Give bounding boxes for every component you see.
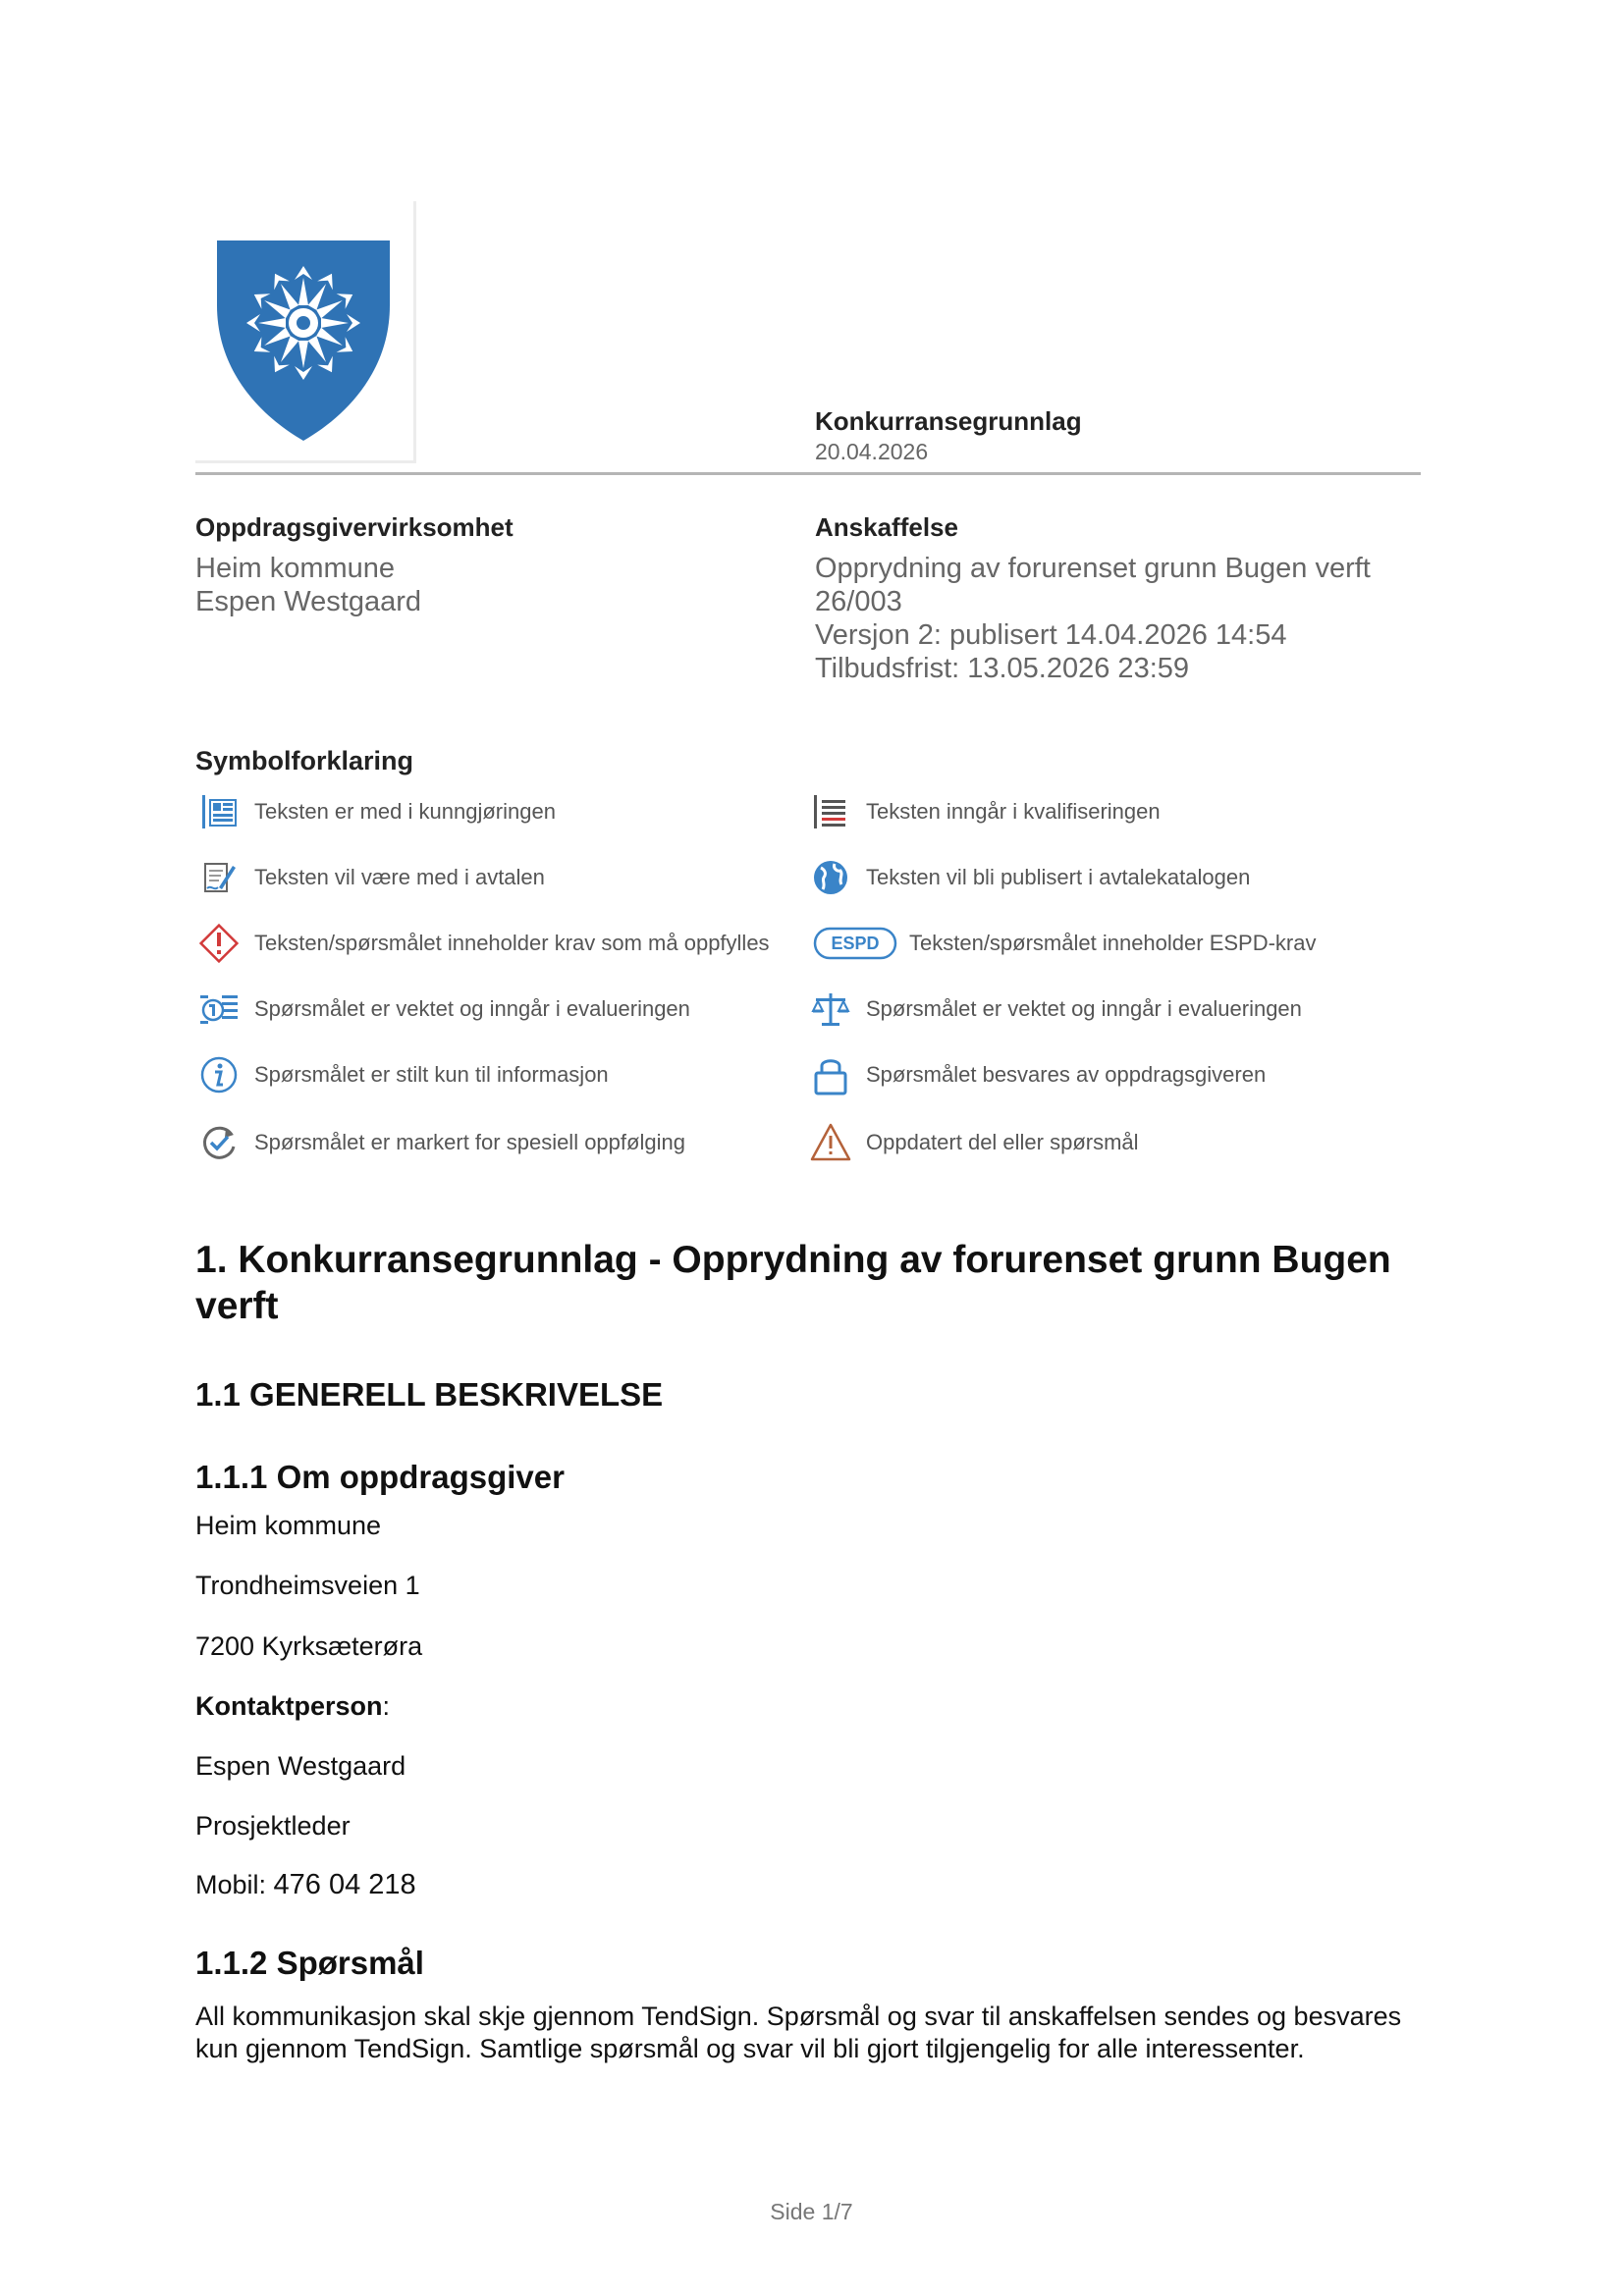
legend-item-text: Teksten/spørsmålet inneholder krav som må oppfylles <box>254 931 770 955</box>
legend-item <box>195 986 690 1033</box>
procurement-version: Versjon 2: publisert 14.04.2026 14:54 <box>815 619 1287 651</box>
legend-item <box>807 788 1161 835</box>
espd-icon <box>813 920 897 967</box>
legend-item-text: Spørsmålet er vektet og inngår i evalueringen <box>866 996 1302 1021</box>
header-divider <box>195 472 1421 475</box>
legend-item-text: Teksten/spørsmålet inneholder ESPD-krav <box>909 931 1317 955</box>
procurement-heading: Anskaffelse <box>815 512 958 542</box>
contact-role-line: Prosjektleder <box>195 1811 351 1841</box>
weighted-list-icon <box>195 986 243 1033</box>
page-number: Side 1/7 <box>770 2199 853 2224</box>
legend-title: Symbolforklaring <box>195 746 414 775</box>
legend-item-text: Spørsmålet besvares av oppdragsgiveren <box>866 1062 1267 1087</box>
client-heading: Oppdragsgivervirksomhet <box>195 512 514 542</box>
procurement-title: Opprydning av forurenset grunn Bugen verft <box>815 553 1371 584</box>
document-type: Konkurransegrunnlag <box>815 406 1082 436</box>
info-icon <box>195 1051 243 1098</box>
questions-paragraph: All kommunikasjon skal skje gjennom TendSign. Spørsmål og svar til anskaffelsen sendes og besvares kun gjennom TendSign. Samtlige spørsmål og svar vil bli gjort tilgjengelig for alle interessenter. <box>195 2002 1402 2063</box>
client-postal-line: 7200 Kyrksæterøra <box>195 1631 423 1661</box>
announcement-icon <box>195 788 243 835</box>
section-heading: 1.1 GENERELL BESKRIVELSE <box>195 1376 664 1413</box>
legend-item-text: Oppdatert del eller spørsmål <box>866 1130 1139 1154</box>
legend-item-text: Teksten er med i kunngjøringen <box>254 799 556 824</box>
legend-item <box>195 920 770 967</box>
legend-item <box>807 1051 1266 1098</box>
globe-icon <box>807 854 854 901</box>
contract-icon <box>195 854 243 901</box>
procurement-reference: 26/003 <box>815 586 902 617</box>
procurement-deadline: Tilbudsfrist: 13.05.2026 23:59 <box>815 653 1190 684</box>
requirement-icon <box>195 920 243 967</box>
subsection-heading: 1.1.1 Om oppdragsgiver <box>195 1459 565 1495</box>
legend-item <box>807 854 1250 901</box>
lock-icon <box>807 1051 854 1098</box>
contact-person-colon: : <box>382 1691 391 1721</box>
main-heading: 1. Konkurransegrunnlag - Opprydning av forurenset grunn Bugen verft <box>195 1239 1391 1327</box>
qualification-icon <box>807 788 854 835</box>
scales-icon <box>807 986 854 1033</box>
mobile-label: Mobil: <box>195 1870 274 1899</box>
legend-item-text: Spørsmålet er vektet og inngår i evalueringen <box>254 996 690 1021</box>
client-org-line: Heim kommune <box>195 1511 382 1540</box>
legend-item-text: Spørsmålet er markert for spesiell oppfølging <box>254 1130 685 1154</box>
contact-person-line <box>195 1691 390 1722</box>
legend-item-text: Teksten vil bli publisert i avtalekatalogen <box>866 865 1251 889</box>
warning-icon <box>807 1119 854 1166</box>
legend-item <box>195 1051 609 1098</box>
legend-item-text: Teksten inngår i kvalifiseringen <box>866 799 1161 824</box>
contact-person-label: Kontaktperson <box>195 1691 383 1721</box>
legend-item-text: Teksten vil være med i avtalen <box>254 865 545 889</box>
legend-item <box>195 1119 685 1166</box>
mobile-line <box>195 1869 416 1901</box>
logo-box <box>195 201 416 463</box>
legend-item <box>807 986 1302 1033</box>
legend-item <box>195 788 556 835</box>
legend-item <box>807 1119 1139 1166</box>
subsection-heading: 1.1.2 Spørsmål <box>195 1945 424 1981</box>
coat-of-arms-logo <box>215 237 392 443</box>
client-organization: Heim kommune <box>195 553 396 584</box>
legend-item <box>813 920 1317 967</box>
followup-icon <box>195 1119 243 1166</box>
legend-item <box>195 854 545 901</box>
legend-item-text: Spørsmålet er stilt kun til informasjon <box>254 1062 609 1087</box>
mobile-number: 476 04 218 <box>273 1869 416 1900</box>
client-address-line: Trondheimsveien 1 <box>195 1571 420 1600</box>
document-date: 20.04.2026 <box>815 439 929 464</box>
client-contact: Espen Westgaard <box>195 586 421 617</box>
contact-name-line: Espen Westgaard <box>195 1751 406 1781</box>
espd-icon-text: ESPD <box>831 934 880 953</box>
